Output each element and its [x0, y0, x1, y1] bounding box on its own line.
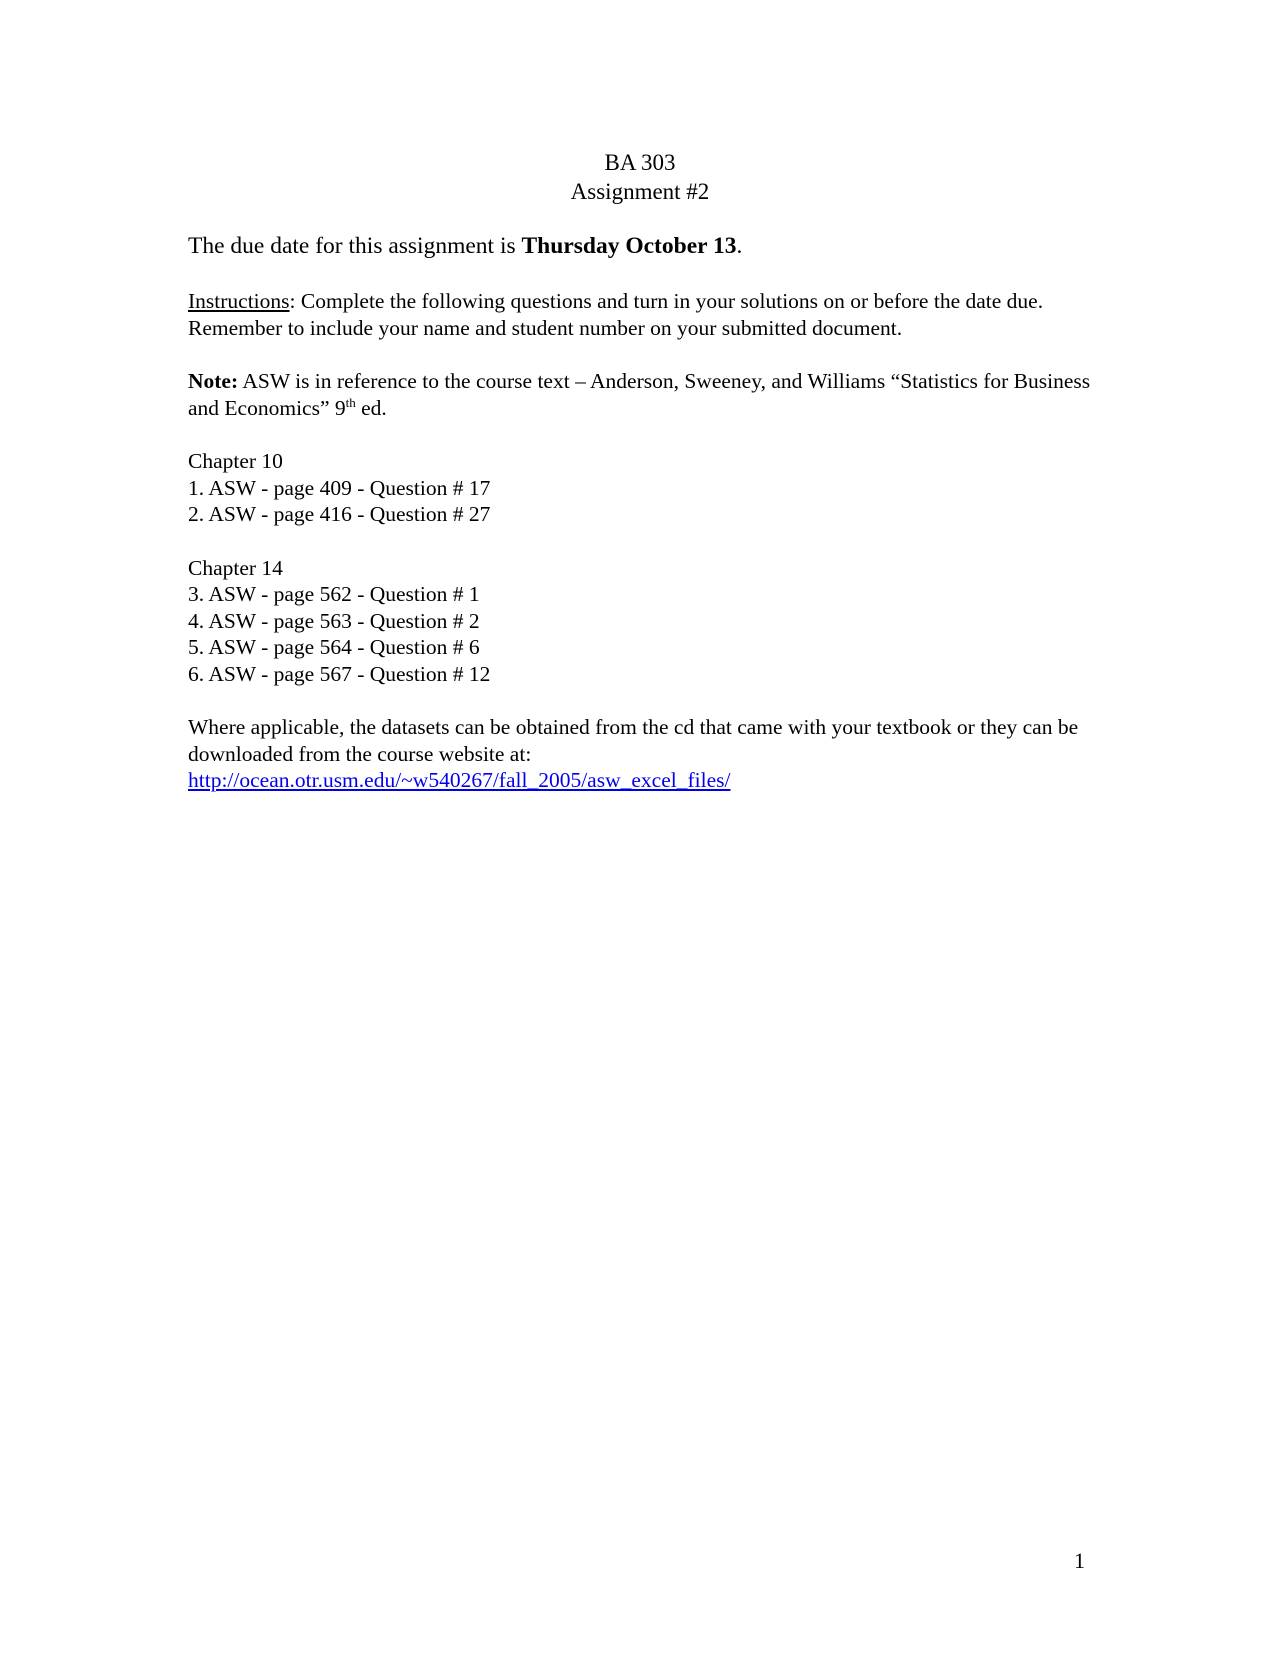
document-page [188, 148, 1092, 794]
question-item: 3. ASW - page 562 - Question # 1 [188, 582, 480, 606]
datasets-text: Where applicable, the datasets can be obtained from the cd that came with your textbook or they can be downloaded from the course website at: [188, 715, 1079, 766]
question-item: 1. ASW - page 409 - Question # 17 [188, 475, 491, 500]
chapter-10-section [188, 448, 1092, 528]
due-date-line [188, 231, 1092, 261]
note-superscript: th [345, 394, 356, 410]
due-date-suffix: . [736, 233, 743, 259]
chapter-heading: Chapter 10 [188, 449, 283, 473]
title-block [188, 148, 1092, 206]
course-website-link[interactable]: http://ocean.otr.usm.edu/~w540267/fall_2005/asw_excel_files/ [188, 768, 731, 792]
note-after: ed. [355, 395, 387, 420]
question-item: 6. ASW - page 567 - Question # 12 [188, 661, 491, 686]
instructions-paragraph [188, 288, 1092, 341]
question-item: 4. ASW - page 563 - Question # 2 [188, 608, 480, 633]
due-date-value: Thursday October 13 [521, 233, 737, 259]
assignment-title: Assignment #2 [570, 179, 710, 204]
instructions-text: : Complete the following questions and turn in your solutions on or before the date due. Remember to include your name and student number on your submitted document. [188, 289, 1044, 340]
note-paragraph [188, 368, 1092, 421]
page-number: 1 [1074, 1548, 1085, 1573]
note-text: ASW is in reference to the course text – Anderson, Sweeney, and Williams “Statistics for Business and Economics” 9 [188, 369, 1091, 420]
question-item: 5. ASW - page 564 - Question # 6 [188, 635, 480, 659]
due-date-prefix: The due date for this assignment is [188, 233, 522, 259]
instructions-label: Instructions [188, 289, 290, 313]
note-label: Note: [188, 369, 239, 393]
chapter-14-section [188, 555, 1092, 688]
course-title: BA 303 [604, 150, 676, 175]
chapter-heading: Chapter 14 [188, 555, 283, 580]
datasets-paragraph [188, 714, 1092, 794]
question-item: 2. ASW - page 416 - Question # 27 [188, 502, 491, 526]
